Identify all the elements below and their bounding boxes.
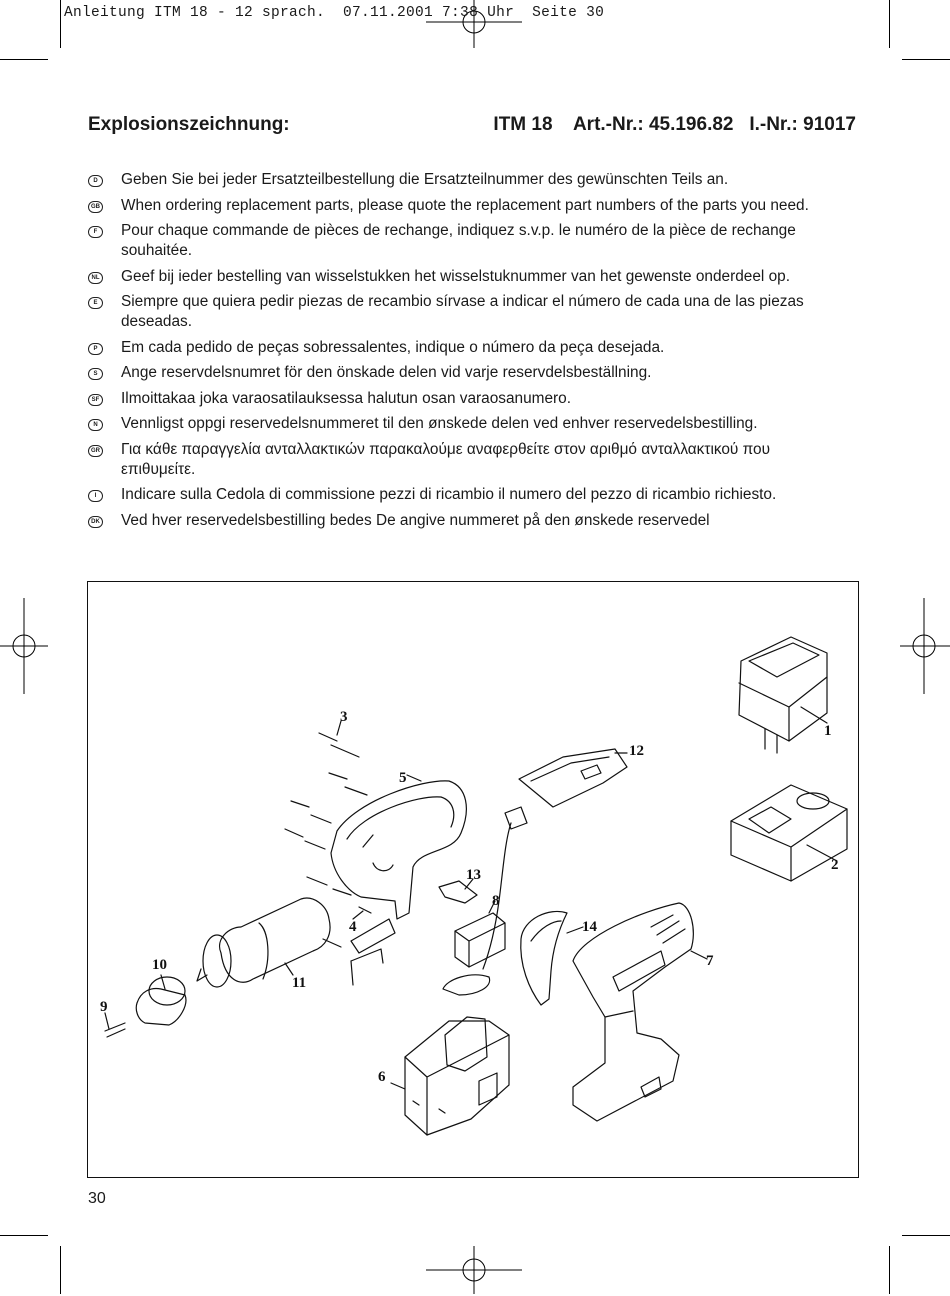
language-note-text: Geef bij ieder bestelling van wisselstukken het wisselstuknummer van het gewenste onderdeel op. (121, 267, 791, 285)
language-badge: SF (88, 394, 103, 406)
language-note (88, 485, 848, 505)
callout-label: 9 (100, 999, 108, 1015)
language-note-text: Ilmoittakaa joka varaosatilauksessa halutun osan varaosanumero. (121, 389, 572, 407)
language-note (88, 414, 848, 434)
language-note-text: Για κάθε παραγγελία ανταλλακτικών παρακαλούμε αναφερθείτε στον αριθμό ανταλλακτικού που επιθυμείτε. (121, 440, 771, 478)
exploded-view-drawing (88, 582, 858, 1177)
language-note-text: Geben Sie bei jeder Ersatzteilbestellung die Ersatzteilnummer des gewünschten Teils an. (121, 171, 729, 188)
part-motor-drawing (197, 898, 330, 987)
language-note-text: Siempre que quiera pedir piezas de recambio sírvase a indicar el número de cada una de las piezas deseadas. (121, 293, 804, 330)
callout-label: 8 (492, 893, 500, 909)
language-note (88, 170, 848, 190)
title-row (88, 114, 856, 140)
crop-mark (0, 1235, 48, 1236)
language-badge: N (88, 419, 103, 431)
registration-mark-right (900, 598, 950, 698)
callout-label: 2 (831, 857, 839, 873)
language-badge: GB (88, 201, 103, 213)
part-chuck-screw-drawing (105, 1013, 125, 1037)
language-note (88, 292, 848, 332)
crop-mark (0, 59, 48, 60)
part-top-cover-drawing (519, 749, 627, 807)
language-notes (88, 170, 848, 536)
language-note-text: Em cada pedido de peças sobressalentes, indique o número da peça desejada. (121, 338, 665, 356)
language-note (88, 338, 848, 358)
language-note (88, 389, 848, 409)
part-charger-drawing (731, 785, 847, 881)
language-note-text: When ordering replacement parts, please quote the replacement part numbers of the parts you need. (121, 196, 809, 214)
language-badge: NL (88, 272, 103, 284)
registration-mark-left (0, 598, 50, 698)
crop-mark (60, 1246, 61, 1294)
callout-label: 14 (582, 919, 597, 935)
crop-mark (60, 0, 61, 48)
callout-label: 4 (349, 919, 357, 935)
callout-label: 10 (152, 957, 167, 973)
crop-mark (889, 0, 890, 48)
language-badge: DK (88, 516, 103, 528)
language-badge: GR (88, 445, 103, 457)
part-switch-block-drawing (443, 901, 505, 995)
page-title: Explosionszeichnung: (88, 114, 290, 135)
callout-label: 1 (824, 723, 832, 739)
callout-label: 3 (340, 709, 348, 725)
crop-mark (902, 59, 950, 60)
language-note (88, 511, 848, 531)
language-note (88, 221, 848, 261)
language-note (88, 363, 848, 383)
print-slug: Anleitung ITM 18 - 12 sprach. 07.11.2001 7:38 Uhr Seite 30 (64, 5, 605, 21)
language-badge: P (88, 343, 103, 355)
part-battery-drawing (391, 1017, 509, 1135)
language-note-text: Ange reservdelsnumret för den önskade delen vid varje reservdelsbeställning. (121, 364, 652, 381)
part-housing-right-drawing (573, 903, 707, 1121)
page-number: 30 (88, 1190, 106, 1207)
callout-label: 5 (399, 770, 407, 786)
callout-label: 12 (629, 743, 644, 759)
language-badge: I (88, 490, 103, 502)
exploded-view-frame (87, 581, 859, 1178)
language-badge: S (88, 368, 103, 380)
language-note (88, 440, 848, 480)
registration-mark-bottom (424, 1246, 524, 1296)
part-adapter-drawing (739, 637, 827, 753)
part-chuck-drawing (136, 975, 186, 1025)
language-badge: F (88, 226, 103, 238)
part-housing-left-drawing (331, 775, 466, 985)
language-note (88, 267, 848, 287)
language-note-text: Ved hver reservedelsbestilling bedes De angive nummeret på den ønskede reservedel (121, 511, 710, 529)
crop-mark (902, 1235, 950, 1236)
language-note-text: Indicare sulla Cedola di commissione pezzi di ricambio il numero del pezzo di ricambio richiesto. (121, 486, 777, 503)
callout-label: 11 (292, 975, 307, 991)
language-badge: E (88, 297, 103, 309)
article-numbers: ITM 18 Art.-Nr.: 45.196.82 I.-Nr.: 91017 (493, 114, 856, 135)
callout-label: 6 (378, 1069, 386, 1085)
crop-mark (889, 1246, 890, 1294)
callout-label: 7 (706, 953, 714, 969)
language-note-text: Pour chaque commande de pièces de rechange, indiquez s.v.p. le numéro de la pièce de rechange souhaitée. (121, 222, 796, 259)
callout-label: 13 (466, 867, 481, 883)
language-note-text: Vennligst oppgi reservedelsnummeret til den ønskede delen ved enhver reservedelsbestilling. (121, 415, 758, 432)
language-note (88, 196, 848, 216)
language-badge: D (88, 175, 103, 187)
